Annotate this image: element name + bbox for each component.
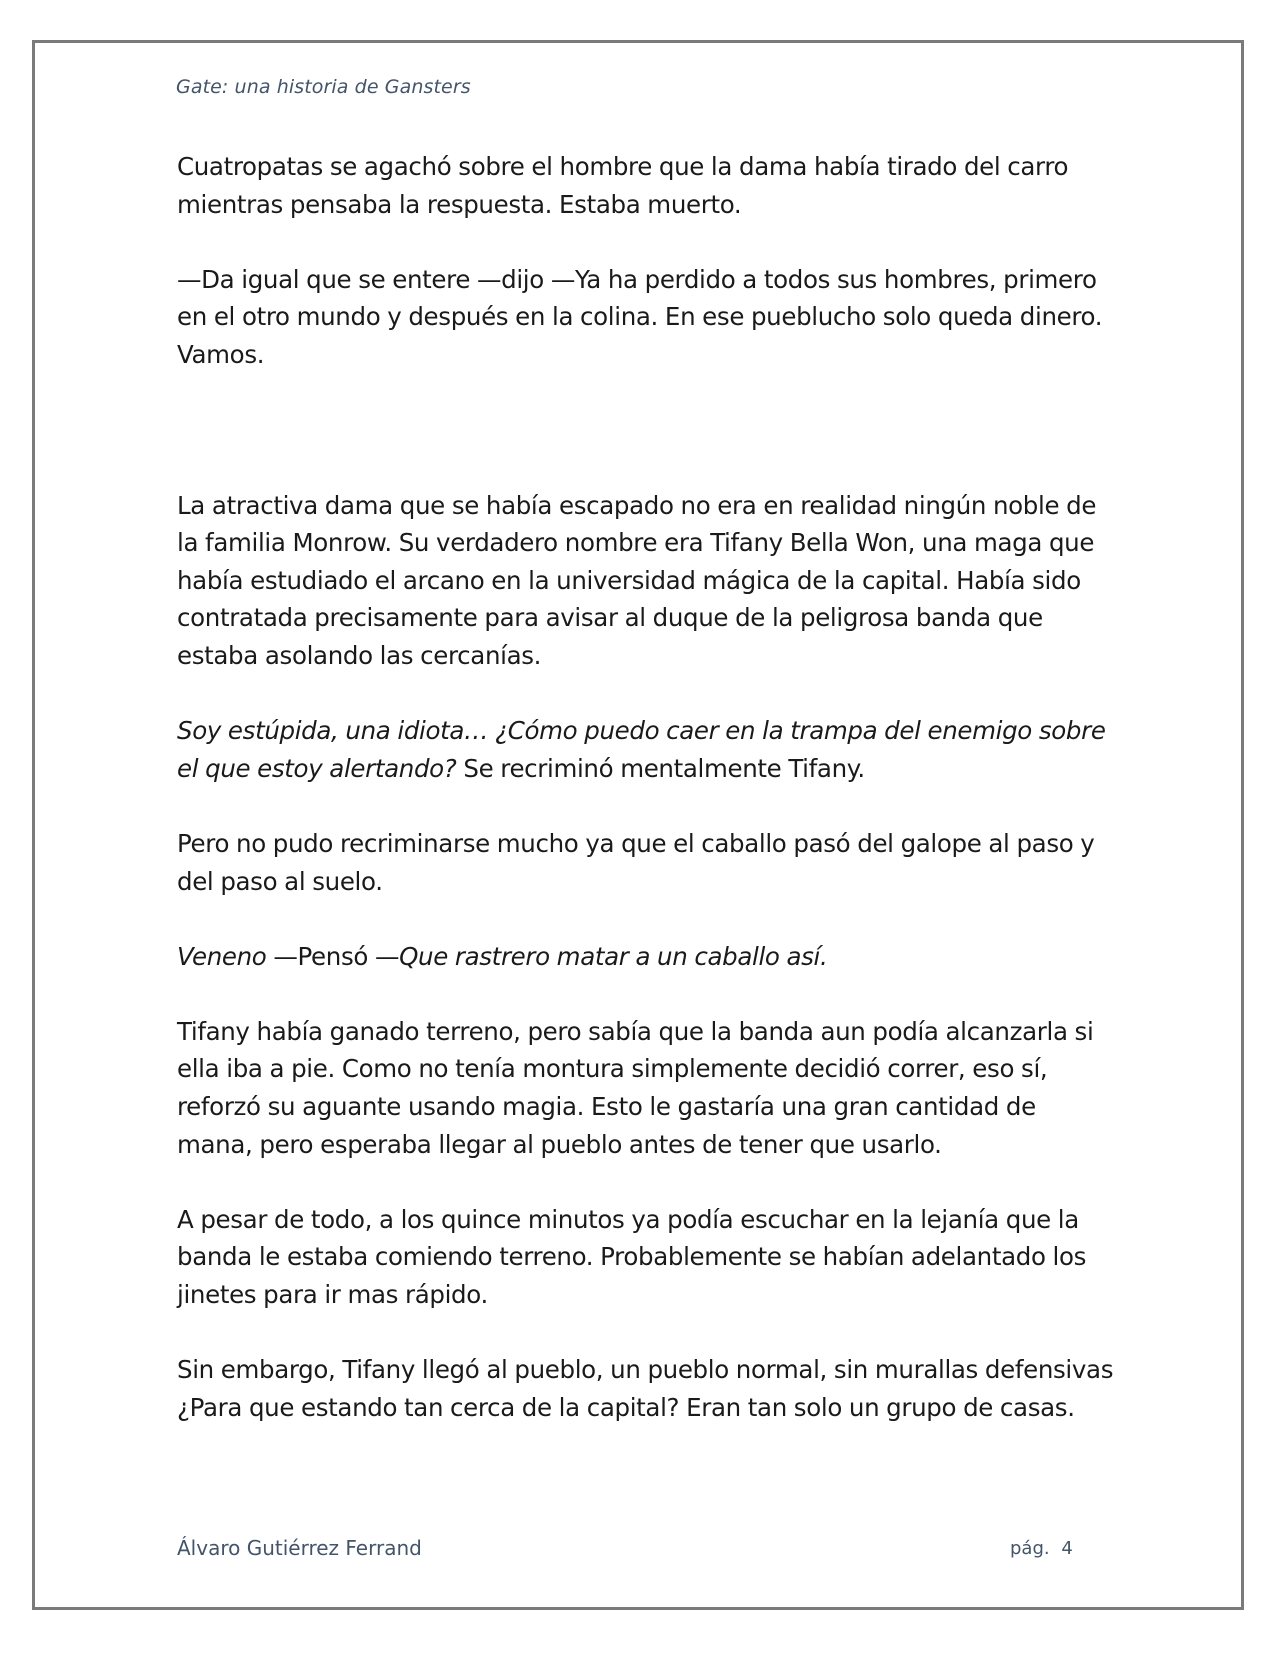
paragraph bbox=[177, 938, 1117, 976]
footer-author: Álvaro Gutiérrez Ferrand bbox=[177, 1536, 422, 1560]
paragraph: Pero no pudo recriminarse mucho ya que el caballo pasó del galope al paso y del paso al suelo. bbox=[177, 828, 1095, 896]
paragraph: Cuatropatas se agachó sobre el hombre que la dama había tirado del carro mientras pensaba la respuesta. Estaba muerto. bbox=[177, 152, 1069, 219]
running-header: Gate: una historia de Gansters bbox=[176, 76, 471, 98]
paragraph: A pesar de todo, a los quince minutos ya podía escuchar en la lejanía que la banda le estaba comiendo terreno. Probablemente se habían adelantado los jinetes para ir mas rápido. bbox=[177, 1204, 1087, 1310]
paragraph: La atractiva dama que se había escapado no era en realidad ningún noble de la familia Monrow. Su verdadero nombre era Tifany Bella Won, una maga que había estudiado el arcano en la universidad mágica de la capital. Había sido contratada precisamente para avisar al duque de la peligrosa banda que estaba asolando las cercanías. bbox=[177, 490, 1097, 670]
paragraph bbox=[177, 712, 1117, 787]
body-text bbox=[177, 148, 1117, 1464]
italic-thought: Veneno bbox=[177, 941, 267, 971]
italic-thought: Soy estúpida, una idiota… ¿Cómo puedo caer en la trampa del enemigo sobre el que estoy alertando? bbox=[177, 716, 1106, 783]
paragraph: Sin embargo, Tifany llegó al pueblo, un pueblo normal, sin murallas defensivas ¿Para que estando tan cerca de la capital? Eran tan solo un grupo de casas. bbox=[177, 1355, 1114, 1422]
paragraph-text: Se recriminó mentalmente Tifany. bbox=[456, 753, 865, 783]
paragraph: Tifany había ganado terreno, pero sabía que la banda aun podía alcanzarla si ella iba a pie. Como no tenía montura simplemente decidió correr, eso sí, reforzó su aguante usando magia. Esto le gastaría una gran cantidad de mana, pero esperaba llegar al pueblo antes de tener que usarlo. bbox=[177, 1016, 1094, 1159]
paragraph-text: —Pensó — bbox=[266, 941, 400, 971]
page-number: pág. 4 bbox=[1010, 1538, 1073, 1559]
italic-thought: Que rastrero matar a un caballo así. bbox=[399, 941, 828, 971]
paragraph: —Da igual que se entere —dijo —Ya ha perdido a todos sus hombres, primero en el otro mundo y después en la colina. En ese pueblucho solo queda dinero. Vamos. bbox=[177, 264, 1103, 369]
